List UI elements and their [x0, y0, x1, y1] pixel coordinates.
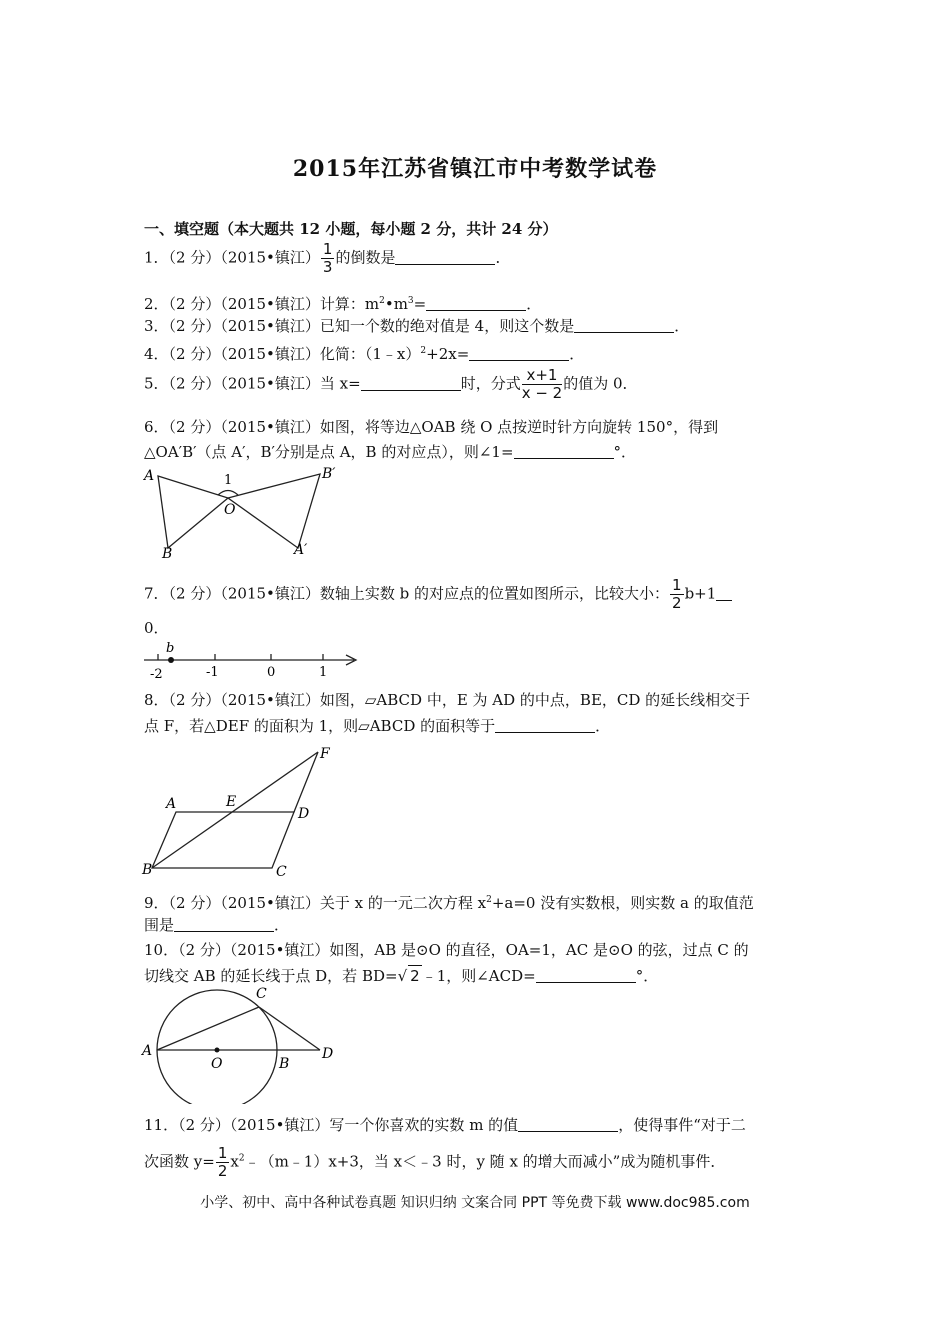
q9-line2: 围是 — [144, 916, 175, 934]
q8-line2: 点 F，若△DEF 的面积为 1，则▱ABCD 的面积等于 — [144, 717, 496, 735]
section-header: 一、填空题（本大题共 12 小题，每小题 2 分，共计 24 分） — [144, 220, 558, 238]
q7-frac-den: 2 — [672, 594, 682, 612]
tick-label-1: 1 — [319, 665, 328, 680]
q10-line2-prefix: 切线交 AB 的延长线于点 D，若 BD= — [144, 967, 398, 985]
q6-label-a2: A′ — [294, 542, 308, 558]
tick-label-neg2: -2 — [150, 667, 163, 680]
q7-fraction — [670, 578, 684, 611]
q8-figure — [138, 740, 348, 880]
triangle-oab — [158, 476, 228, 548]
question-9-line-2 — [144, 915, 289, 935]
chord-ac — [157, 1007, 259, 1050]
q2-mid: •m — [384, 295, 408, 313]
q9-tail: +a=0 没有实数根，则实数 a 的取值范 — [491, 894, 754, 912]
q8-label-f: F — [320, 746, 330, 762]
q5-answer-blank[interactable] — [361, 375, 461, 391]
q11-line1-tail: ，使得事件“对于二 — [618, 1116, 746, 1134]
q4-tail: +2x= — [426, 345, 470, 363]
tick-label-0: 0 — [267, 665, 276, 680]
q6-answer-blank[interactable] — [514, 443, 614, 459]
q10-sqrt-value: 2 — [410, 967, 420, 985]
q5-fraction — [522, 368, 563, 401]
q1-tail: 的倒数是 — [335, 248, 396, 267]
question-2 — [144, 291, 541, 314]
q10-label-c: C — [256, 986, 267, 1002]
q2-sup2: 3 — [407, 296, 414, 306]
question-11-line-2 — [144, 1146, 725, 1179]
q7-answer-blank[interactable] — [716, 585, 732, 601]
q4-prefix: 4．（2 分）（2015•镇江）化简：（1﹣x） — [144, 345, 421, 363]
q11-frac-num: 1 — [217, 1144, 228, 1162]
center-o — [215, 1048, 220, 1053]
q7-label-b: b — [166, 641, 175, 656]
q1-answer-blank[interactable] — [395, 249, 495, 265]
q9-prefix: 9．（2 分）（2015•镇江）关于 x 的一元二次方程 x — [144, 894, 487, 912]
q1-end: ． — [495, 248, 511, 267]
angle-1-arc — [218, 491, 238, 496]
q7-frac-num: 1 — [672, 576, 682, 594]
q8-label-a: A — [166, 796, 177, 812]
q9-sup: 2 — [486, 895, 492, 905]
q2-tail: = — [413, 295, 427, 313]
tick-label-neg1: -1 — [206, 665, 219, 680]
question-6-line-2 — [144, 442, 636, 462]
q8-label-b: B — [142, 862, 153, 878]
q2-end: ． — [526, 295, 542, 313]
q6-end: °． — [613, 443, 637, 461]
q7-prefix: 7．（2 分）（2015•镇江）数轴上实数 b 的对应点的位置如图所示，比较大小： — [144, 584, 670, 603]
q9-answer-blank[interactable] — [174, 916, 274, 932]
point-b — [168, 657, 174, 663]
q10-label-a: A — [142, 1043, 153, 1059]
q7-tail: b+1 — [684, 584, 717, 603]
q10-label-o: O — [211, 1056, 223, 1072]
q10-label-d: D — [322, 1046, 334, 1062]
q6-label-b: B — [162, 546, 173, 562]
q1-frac-num: 1 — [322, 240, 333, 258]
q8-label-c: C — [276, 864, 287, 880]
q6-label-o: O — [224, 502, 236, 518]
q1-prefix: 1．（2 分）（2015•镇江） — [144, 248, 320, 267]
q2-sup1: 2 — [379, 296, 385, 306]
q3-text: 3．（2 分）（2015•镇江）已知一个数的绝对值是 4，则这个数是 — [144, 317, 575, 335]
q5-frac-den: x − 2 — [521, 384, 563, 402]
q11-line2-tail: ﹣（m﹣1）x+3，当 x＜﹣3 时，y 随 x 的增大而减小”成为随机事件． — [244, 1152, 726, 1171]
q10-answer-blank[interactable] — [536, 967, 636, 983]
q4-answer-blank[interactable] — [469, 345, 569, 361]
q7-number-line — [140, 640, 370, 680]
question-7-line-2: 0． — [144, 619, 169, 637]
q4-sup: 2 — [420, 346, 427, 356]
q1-frac-den: 3 — [322, 258, 333, 276]
q11-line2-prefix: 次函数 y= — [144, 1152, 215, 1171]
q1-fraction — [321, 242, 335, 275]
question-5 — [144, 368, 638, 401]
q6-label-a: A — [144, 468, 155, 484]
q4-end: ． — [569, 345, 585, 363]
q5-tail: 的值为 0． — [563, 374, 638, 393]
question-7 — [144, 578, 732, 611]
q2-prefix: 2．（2 分）（2015•镇江）计算：m — [144, 295, 380, 313]
q11-fraction — [216, 1146, 230, 1179]
q6-line2: △OA′B′（点 A′，B′分别是点 A，B 的对应点），则∠1= — [144, 443, 514, 461]
q11-line1-prefix: 11．（2 分）（2015•镇江）写一个你喜欢的实数 m 的值 — [144, 1116, 519, 1134]
q3-end: ． — [674, 317, 690, 335]
question-9 — [144, 890, 754, 913]
question-1 — [144, 242, 510, 275]
q11-x: x — [230, 1152, 239, 1171]
q6-figure — [138, 462, 348, 562]
q10-figure — [138, 984, 348, 1104]
question-6-line-1: 6．（2 分）（2015•镇江）如图，将等边△OAB 绕 O 点按逆时针方向旋转 150°，得到 — [144, 418, 719, 436]
q6-label-angle: 1 — [224, 473, 233, 488]
q10-end: °． — [635, 967, 659, 985]
q11-answer-blank[interactable] — [518, 1116, 618, 1132]
triangle-oa2b2 — [228, 474, 320, 548]
question-10-line-1: 10．（2 分）（2015•镇江）如图，AB 是⊙O 的直径，OA=1，AC 是⊙O 的弦，过点 C 的 — [144, 941, 749, 959]
q3-answer-blank[interactable] — [574, 317, 674, 333]
q8-label-e: E — [226, 794, 237, 810]
q5-mid: 时，分式 — [460, 374, 521, 393]
q10-label-b: B — [279, 1056, 290, 1072]
question-8-line-1: 8．（2 分）（2015•镇江）如图，▱ABCD 中，E 为 AD 的中点，BE，CD 的延长线相交于 — [144, 691, 751, 709]
q2-answer-blank[interactable] — [426, 295, 526, 311]
question-8-line-2 — [144, 716, 610, 736]
q6-label-b2: B′ — [322, 466, 336, 482]
q9-end: ． — [274, 916, 290, 934]
question-3 — [144, 316, 689, 336]
question-4 — [144, 341, 584, 364]
q5-frac-num: x+1 — [522, 368, 563, 385]
question-11-line-1 — [144, 1115, 746, 1135]
page-title: 2015年江苏省镇江市中考数学试卷 — [292, 156, 658, 182]
q11-frac-den: 2 — [217, 1162, 228, 1180]
q8-answer-blank[interactable] — [495, 717, 595, 733]
parallelogram-abcd — [152, 812, 294, 868]
question-10-line-2 — [144, 965, 658, 986]
q5-prefix: 5．（2 分）（2015•镇江）当 x= — [144, 374, 361, 393]
q11-sup: 2 — [238, 1153, 245, 1164]
q8-label-d: D — [298, 806, 310, 822]
tangent-cd — [259, 1007, 320, 1050]
footer-banner: 小学、初中、高中各种试卷真题 知识归纳 文案合同 PPT 等免费下载 www.doc985.com — [200, 1195, 750, 1211]
q10-sqrt-sign: √ — [397, 967, 408, 985]
line-bf — [152, 752, 318, 868]
q8-end: ． — [595, 717, 611, 735]
q10-line2-mid: ﹣1，则∠ACD= — [421, 967, 536, 985]
